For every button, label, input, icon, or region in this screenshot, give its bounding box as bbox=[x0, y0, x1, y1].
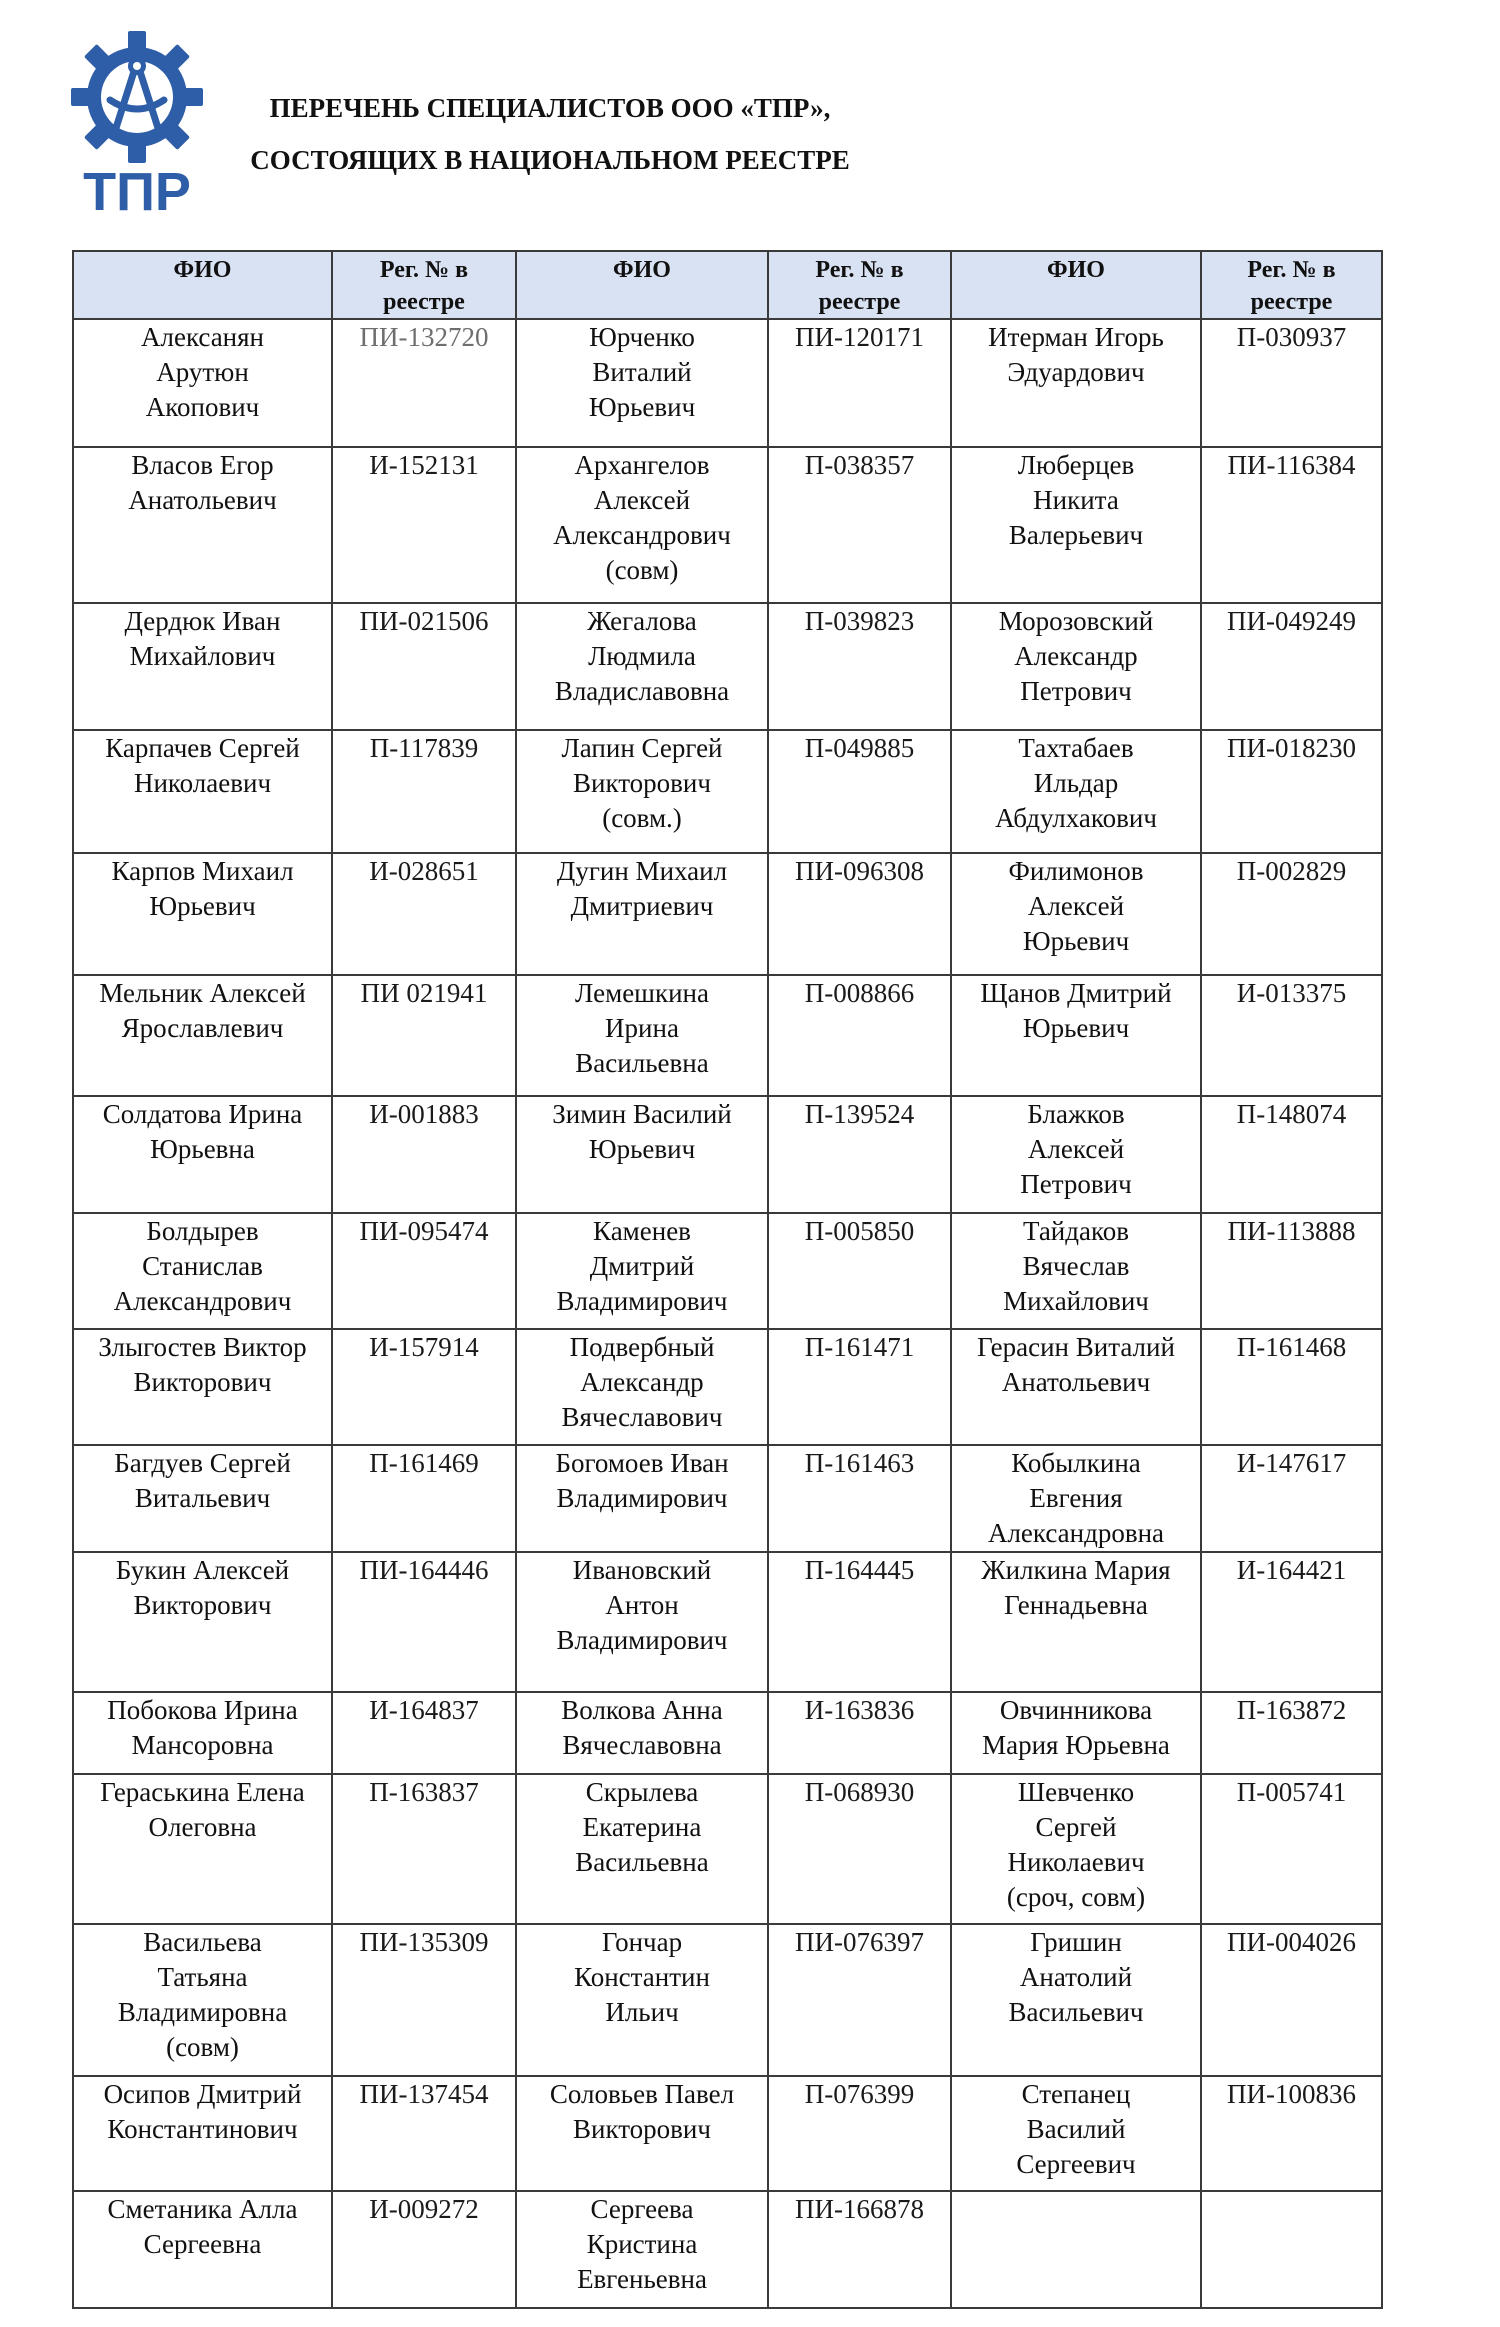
name-line: Юрьевич bbox=[588, 1134, 696, 1164]
specialist-name-cell bbox=[73, 1552, 332, 1692]
registry-number-cell: И-152131 bbox=[332, 447, 516, 603]
column-header-reg: Рег. № в реестре bbox=[1201, 251, 1382, 319]
specialist-name-cell bbox=[951, 1213, 1201, 1329]
name-line: Сергеева bbox=[590, 2194, 694, 2224]
registry-number-cell: ПИ-095474 bbox=[332, 1213, 516, 1329]
name-line: Владиславовна bbox=[554, 676, 730, 706]
registry-number-cell: ПИ 021941 bbox=[332, 975, 516, 1096]
name-line: Арутюн bbox=[156, 357, 249, 387]
registry-number-cell: ПИ-164446 bbox=[332, 1552, 516, 1692]
registry-number-cell: ПИ-096308 bbox=[768, 853, 951, 975]
specialist-name-cell bbox=[73, 1774, 332, 1924]
registry-number-cell: П-139524 bbox=[768, 1096, 951, 1213]
registry-number-cell: ПИ-076397 bbox=[768, 1924, 951, 2076]
name-line: Константин bbox=[574, 1962, 710, 1992]
name-line: Александр bbox=[1014, 641, 1138, 671]
name-line: Соловьев Павел bbox=[549, 2079, 735, 2109]
name-line: Петрович bbox=[1020, 1169, 1132, 1199]
specialist-name-cell bbox=[516, 1096, 768, 1213]
name-line: Лапин Сергей bbox=[561, 733, 723, 763]
column-header-name: ФИО bbox=[73, 251, 332, 319]
name-line: Юрченко bbox=[589, 322, 695, 352]
table-row bbox=[73, 1213, 1382, 1329]
registry-number-cell: И-157914 bbox=[332, 1329, 516, 1445]
specialist-name-cell bbox=[73, 1329, 332, 1445]
specialist-name-cell bbox=[73, 1445, 332, 1552]
name-line: Солдатова Ирина bbox=[102, 1099, 303, 1129]
registry-number-cell: П-030937 bbox=[1201, 319, 1382, 447]
table-row bbox=[73, 1096, 1382, 1213]
table-row bbox=[73, 1445, 1382, 1552]
registry-number-cell: П-164445 bbox=[768, 1552, 951, 1692]
specialist-name-cell bbox=[951, 853, 1201, 975]
specialist-name-cell bbox=[951, 975, 1201, 1096]
name-line: Власов Егор bbox=[131, 450, 274, 480]
name-line: Богомоев Иван bbox=[555, 1448, 729, 1478]
specialist-name-cell bbox=[73, 975, 332, 1096]
name-line: Олеговна bbox=[148, 1812, 257, 1842]
name-line: Жегалова bbox=[587, 606, 697, 636]
registry-number-cell: ПИ-166878 bbox=[768, 2191, 951, 2308]
table-row bbox=[73, 853, 1382, 975]
registry-number-cell: И-013375 bbox=[1201, 975, 1382, 1096]
column-header-reg: Рег. № в реестре bbox=[332, 251, 516, 319]
registry-number-cell bbox=[1201, 2191, 1382, 2308]
specialists-table bbox=[72, 250, 1383, 2309]
registry-number-cell: И-147617 bbox=[1201, 1445, 1382, 1552]
name-line: Владимирович bbox=[556, 1483, 728, 1513]
table-row bbox=[73, 2076, 1382, 2191]
name-line: Антон bbox=[605, 1590, 679, 1620]
table-row bbox=[73, 447, 1382, 603]
registry-number-cell: ПИ-100836 bbox=[1201, 2076, 1382, 2191]
name-line: Скрылева bbox=[585, 1777, 699, 1807]
name-line: Сергеевич bbox=[1016, 2149, 1136, 2179]
name-line: Юрьевич bbox=[588, 392, 696, 422]
name-line: Ильдар bbox=[1033, 768, 1119, 798]
name-line: Алексей bbox=[1027, 891, 1125, 921]
name-line: Эдуардович bbox=[1007, 357, 1145, 387]
name-line: Зимин Василий bbox=[552, 1099, 732, 1129]
name-line: Сергеевна bbox=[143, 2229, 262, 2259]
registry-number-cell: П-005850 bbox=[768, 1213, 951, 1329]
specialist-name-cell bbox=[516, 730, 768, 853]
registry-number-cell: П-161471 bbox=[768, 1329, 951, 1445]
name-line: Алексей bbox=[593, 485, 691, 515]
logo-text: ТПР bbox=[83, 162, 191, 215]
name-line: (сроч, совм) bbox=[1006, 1882, 1146, 1912]
name-line: Лемешкина bbox=[575, 978, 709, 1008]
registry-number-cell: П-163872 bbox=[1201, 1692, 1382, 1774]
specialist-name-cell bbox=[73, 603, 332, 730]
name-line: Кобылкина bbox=[1011, 1448, 1141, 1478]
name-line: Архангелов bbox=[574, 450, 710, 480]
name-line: Гончар bbox=[601, 1927, 683, 1957]
name-line: Акопович bbox=[145, 392, 260, 422]
column-header-name: ФИО bbox=[951, 251, 1201, 319]
name-line: Багдуев Сергей bbox=[114, 1448, 291, 1478]
name-line: Мария Юрьевна bbox=[982, 1730, 1170, 1760]
name-line: Константинович bbox=[107, 2114, 298, 2144]
name-line: Анатольевич bbox=[128, 485, 277, 515]
name-line: Анатолий bbox=[1019, 1962, 1133, 1992]
name-line: Юрьевич bbox=[149, 891, 256, 921]
column-header-name: ФИО bbox=[516, 251, 768, 319]
registry-number-cell: И-028651 bbox=[332, 853, 516, 975]
name-line: Ирина bbox=[605, 1013, 679, 1043]
name-line: Герасин Виталий bbox=[977, 1332, 1175, 1362]
specialist-name-cell bbox=[951, 1692, 1201, 1774]
specialist-name-cell bbox=[951, 1329, 1201, 1445]
table-row bbox=[73, 1774, 1382, 1924]
specialist-name-cell bbox=[516, 1329, 768, 1445]
specialist-name-cell bbox=[73, 447, 332, 603]
name-line: Николаевич bbox=[133, 768, 272, 798]
registry-number-cell: ПИ-004026 bbox=[1201, 1924, 1382, 2076]
name-line: Шевченко bbox=[1017, 1777, 1135, 1807]
name-line: Николаевич bbox=[1007, 1847, 1145, 1877]
name-line: Викторович bbox=[573, 2114, 711, 2144]
company-logo bbox=[70, 30, 205, 215]
table-header-row bbox=[73, 251, 1382, 319]
specialist-name-cell bbox=[951, 730, 1201, 853]
name-line: Михайлович bbox=[129, 641, 276, 671]
name-line: Осипов Дмитрий bbox=[103, 2079, 302, 2109]
name-line: Ярославлевич bbox=[121, 1013, 284, 1043]
name-line: Злыгостев Виктор bbox=[98, 1332, 307, 1362]
registry-number-cell: ПИ-120171 bbox=[768, 319, 951, 447]
specialist-name-cell bbox=[516, 2076, 768, 2191]
table-row bbox=[73, 1552, 1382, 1692]
name-line: Владимирович bbox=[556, 1286, 728, 1316]
name-line: Геннадьевна bbox=[1004, 1590, 1148, 1620]
specialist-name-cell bbox=[951, 447, 1201, 603]
name-line: Александровна bbox=[987, 1518, 1165, 1548]
name-line: Сергей bbox=[1035, 1812, 1117, 1842]
specialist-name-cell bbox=[73, 2076, 332, 2191]
name-line: Дмитриевич bbox=[570, 891, 714, 921]
registry-number-cell: П-163837 bbox=[332, 1774, 516, 1924]
specialist-name-cell bbox=[73, 319, 332, 447]
name-line: Алексанян bbox=[140, 322, 265, 352]
name-line: Абдулхакович bbox=[995, 803, 1157, 833]
name-line: Викторович bbox=[573, 768, 711, 798]
specialist-name-cell bbox=[951, 1924, 1201, 2076]
registry-number-cell: И-163836 bbox=[768, 1692, 951, 1774]
registry-number-cell: ПИ-132720 bbox=[332, 319, 516, 447]
name-line: Юрьевич bbox=[1022, 1013, 1130, 1043]
table-row bbox=[73, 730, 1382, 853]
specialist-name-cell bbox=[951, 1445, 1201, 1552]
specialist-name-cell bbox=[951, 2191, 1201, 2308]
name-line: Гераськина Елена bbox=[100, 1777, 305, 1807]
name-line: Вячеславович bbox=[561, 1402, 723, 1432]
registry-number-cell: П-117839 bbox=[332, 730, 516, 853]
name-line: Карпачев Сергей bbox=[105, 733, 300, 763]
specialist-name-cell bbox=[516, 603, 768, 730]
name-line: Мансоровна bbox=[131, 1730, 274, 1760]
table-row bbox=[73, 603, 1382, 730]
name-line: Жилкина Мария bbox=[981, 1555, 1171, 1585]
registry-number-cell: ПИ-137454 bbox=[332, 2076, 516, 2191]
name-line: Васильевна bbox=[575, 1048, 709, 1078]
name-line: Васильева bbox=[143, 1927, 262, 1957]
registry-number-cell: И-164421 bbox=[1201, 1552, 1382, 1692]
registry-number-cell: П-148074 bbox=[1201, 1096, 1382, 1213]
name-line: Александр bbox=[580, 1367, 704, 1397]
registry-number-cell: П-005741 bbox=[1201, 1774, 1382, 1924]
name-line: Юрьевич bbox=[1022, 926, 1130, 956]
specialist-name-cell bbox=[73, 2191, 332, 2308]
registry-number-cell: П-161463 bbox=[768, 1445, 951, 1552]
name-line: Овчинникова bbox=[999, 1695, 1153, 1725]
name-line: Тахтабаев bbox=[1018, 733, 1134, 763]
registry-number-cell: И-164837 bbox=[332, 1692, 516, 1774]
name-line: Букин Алексей bbox=[115, 1555, 290, 1585]
name-line: Витальевич bbox=[134, 1483, 271, 1513]
name-line: Люберцев bbox=[1017, 450, 1135, 480]
name-line: (совм) bbox=[605, 555, 679, 585]
name-line: (совм) bbox=[166, 2032, 239, 2062]
registry-number-cell: ПИ-135309 bbox=[332, 1924, 516, 2076]
specialist-name-cell bbox=[516, 1213, 768, 1329]
name-line: Александрович bbox=[113, 1286, 292, 1316]
registry-number-cell: П-161468 bbox=[1201, 1329, 1382, 1445]
registry-number-cell: П-049885 bbox=[768, 730, 951, 853]
specialist-name-cell bbox=[73, 853, 332, 975]
table-row bbox=[73, 975, 1382, 1096]
name-line: Каменев bbox=[593, 1216, 691, 1246]
name-line: Ивановский bbox=[572, 1555, 712, 1585]
name-line: Тайдаков bbox=[1023, 1216, 1129, 1246]
name-line: Петрович bbox=[1020, 676, 1132, 706]
name-line: Юрьевна bbox=[150, 1134, 255, 1164]
name-line: Филимонов bbox=[1008, 856, 1144, 886]
name-line: Михайлович bbox=[1003, 1286, 1149, 1316]
table-row bbox=[73, 2191, 1382, 2308]
registry-number-cell: И-001883 bbox=[332, 1096, 516, 1213]
name-line: Василий bbox=[1026, 2114, 1126, 2144]
title-line-2: СОСТОЯЩИХ В НАЦИОНАЛЬНОМ РЕЕСТРЕ bbox=[250, 145, 850, 175]
name-line: (совм.) bbox=[602, 803, 682, 833]
registry-number-cell: П-008866 bbox=[768, 975, 951, 1096]
name-line: Побокова Ирина bbox=[107, 1695, 298, 1725]
registry-number-cell: П-038357 bbox=[768, 447, 951, 603]
specialist-name-cell bbox=[73, 1924, 332, 2076]
specialist-name-cell bbox=[73, 730, 332, 853]
table-row bbox=[73, 319, 1382, 447]
specialist-name-cell bbox=[516, 1774, 768, 1924]
gear-compass-icon bbox=[70, 30, 205, 215]
name-line: Людмила bbox=[588, 641, 696, 671]
name-line: Морозовский bbox=[998, 606, 1154, 636]
name-line: Гришин bbox=[1030, 1927, 1122, 1957]
name-line: Васильевич bbox=[1008, 1997, 1144, 2027]
specialist-name-cell bbox=[516, 447, 768, 603]
specialist-name-cell bbox=[516, 319, 768, 447]
name-line: Викторович bbox=[133, 1367, 272, 1397]
registry-number-cell: П-161469 bbox=[332, 1445, 516, 1552]
name-line: Мельник Алексей bbox=[99, 978, 306, 1008]
specialist-name-cell bbox=[516, 1692, 768, 1774]
table-row bbox=[73, 1692, 1382, 1774]
specialist-name-cell bbox=[516, 853, 768, 975]
name-line: Вячеславовна bbox=[562, 1730, 722, 1760]
column-header-reg: Рег. № в реестре bbox=[768, 251, 951, 319]
name-line: Евгеньевна bbox=[577, 2264, 707, 2294]
name-line: Валерьевич bbox=[1008, 520, 1144, 550]
name-line: Щанов Дмитрий bbox=[980, 978, 1172, 1008]
registry-number-cell: ПИ-021506 bbox=[332, 603, 516, 730]
registry-number-cell: ПИ-049249 bbox=[1201, 603, 1382, 730]
registry-number-cell: И-009272 bbox=[332, 2191, 516, 2308]
name-line: Дмитрий bbox=[589, 1251, 695, 1281]
name-line: Дугин Михаил bbox=[556, 856, 728, 886]
name-line: Владимирович bbox=[556, 1625, 728, 1655]
specialist-name-cell bbox=[73, 1213, 332, 1329]
name-line: Викторович bbox=[133, 1590, 272, 1620]
name-line: Владимировна bbox=[117, 1997, 288, 2027]
title-line-1: ПЕРЕЧЕНЬ СПЕЦИАЛИСТОВ ООО «ТПР», bbox=[269, 93, 831, 123]
registry-number-cell: П-039823 bbox=[768, 603, 951, 730]
name-line: Евгения bbox=[1029, 1483, 1123, 1513]
registry-number-cell: П-068930 bbox=[768, 1774, 951, 1924]
name-line: Екатерина bbox=[582, 1812, 702, 1842]
name-line: Степанец bbox=[1021, 2079, 1131, 2109]
name-line: Сметаника Алла bbox=[107, 2194, 298, 2224]
name-line: Татьяна bbox=[157, 1962, 248, 1992]
registry-number-cell: ПИ-116384 bbox=[1201, 447, 1382, 603]
specialist-name-cell bbox=[516, 975, 768, 1096]
name-line: Вячеслав bbox=[1022, 1251, 1130, 1281]
registry-number-cell: П-002829 bbox=[1201, 853, 1382, 975]
name-line: Подвербный bbox=[569, 1332, 715, 1362]
specialist-name-cell bbox=[73, 1692, 332, 1774]
registry-number-cell: П-076399 bbox=[768, 2076, 951, 2191]
specialist-name-cell bbox=[951, 319, 1201, 447]
name-line: Волкова Анна bbox=[561, 1695, 723, 1725]
name-line: Станислав bbox=[142, 1251, 263, 1281]
table-row bbox=[73, 1329, 1382, 1445]
registry-number-cell: ПИ-113888 bbox=[1201, 1213, 1382, 1329]
specialist-name-cell bbox=[951, 1096, 1201, 1213]
name-line: Карпов Михаил bbox=[111, 856, 294, 886]
table-row bbox=[73, 1924, 1382, 2076]
specialist-name-cell bbox=[951, 1552, 1201, 1692]
specialist-name-cell bbox=[516, 1445, 768, 1552]
name-line: Анатольевич bbox=[1001, 1367, 1151, 1397]
registry-number-cell: ПИ-018230 bbox=[1201, 730, 1382, 853]
name-line: Блажков bbox=[1027, 1099, 1125, 1129]
specialist-name-cell bbox=[951, 1774, 1201, 1924]
specialist-name-cell bbox=[516, 1552, 768, 1692]
name-line: Болдырев bbox=[146, 1216, 259, 1246]
name-line: Итерман Игорь bbox=[988, 322, 1164, 352]
specialist-name-cell bbox=[951, 603, 1201, 730]
specialist-name-cell bbox=[73, 1096, 332, 1213]
specialist-name-cell bbox=[516, 1924, 768, 2076]
name-line: Никита bbox=[1033, 485, 1119, 515]
name-line: Дердюк Иван bbox=[124, 606, 281, 636]
name-line: Виталий bbox=[592, 357, 692, 387]
name-line: Кристина bbox=[586, 2229, 698, 2259]
specialist-name-cell bbox=[951, 2076, 1201, 2191]
specialist-name-cell bbox=[516, 2191, 768, 2308]
name-line: Васильевна bbox=[575, 1847, 709, 1877]
page-title bbox=[190, 82, 910, 186]
name-line: Ильич bbox=[605, 1997, 679, 2027]
name-line: Алексей bbox=[1027, 1134, 1125, 1164]
name-line: Александрович bbox=[553, 520, 731, 550]
